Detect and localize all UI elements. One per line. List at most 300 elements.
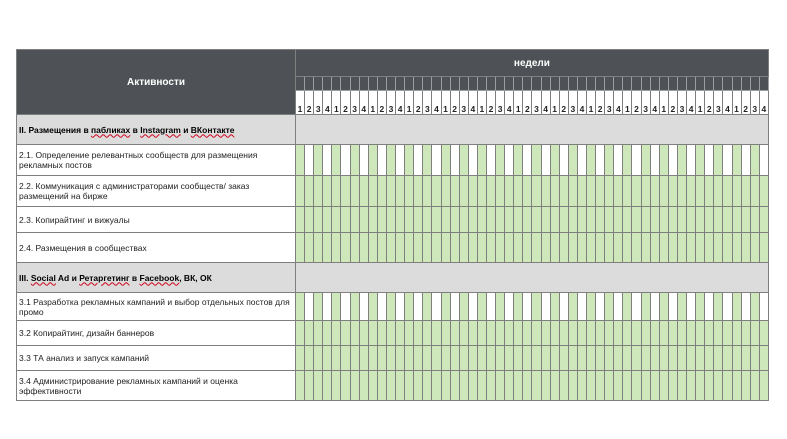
scheduled-week-cell (332, 293, 341, 321)
scheduled-week-cell (641, 321, 650, 346)
scheduled-week-cell (423, 233, 432, 263)
scheduled-week-cell (332, 371, 341, 401)
scheduled-week-cell (441, 346, 450, 371)
scheduled-week-cell (459, 233, 468, 263)
scheduled-week-cell (568, 233, 577, 263)
scheduled-week-cell (623, 321, 632, 346)
week-header-cell (587, 77, 596, 91)
scheduled-week-cell (714, 346, 723, 371)
week-header-cell (450, 77, 459, 91)
scheduled-week-cell (496, 293, 505, 321)
empty-week-cell (432, 293, 441, 321)
scheduled-week-cell (677, 176, 686, 207)
week-number: 1 (441, 91, 450, 115)
scheduled-week-cell (550, 145, 559, 176)
scheduled-week-cell (623, 371, 632, 401)
scheduled-week-cell (496, 371, 505, 401)
scheduled-week-cell (614, 321, 623, 346)
header-row-top (17, 50, 769, 77)
scheduled-week-cell (296, 233, 305, 263)
scheduled-week-cell (732, 207, 741, 233)
empty-week-cell (377, 293, 386, 321)
scheduled-week-cell (459, 321, 468, 346)
empty-week-cell (759, 293, 768, 321)
scheduled-week-cell (687, 346, 696, 371)
week-number: 3 (496, 91, 505, 115)
empty-week-cell (396, 145, 405, 176)
scheduled-week-cell (350, 176, 359, 207)
scheduled-week-cell (377, 346, 386, 371)
week-number: 3 (386, 91, 395, 115)
activity-label: 3.3 ТА анализ и запуск кампаний (17, 346, 296, 371)
scheduled-week-cell (486, 207, 495, 233)
scheduled-week-cell (614, 346, 623, 371)
week-number: 2 (741, 91, 750, 115)
scheduled-week-cell (668, 233, 677, 263)
scheduled-week-cell (587, 293, 596, 321)
week-header-cell (641, 77, 650, 91)
scheduled-week-cell (432, 233, 441, 263)
week-number: 2 (523, 91, 532, 115)
scheduled-week-cell (705, 371, 714, 401)
scheduled-week-cell (314, 145, 323, 176)
scheduled-week-cell (505, 371, 514, 401)
scheduled-week-cell (396, 321, 405, 346)
week-header-cell (368, 77, 377, 91)
scheduled-week-cell (377, 176, 386, 207)
scheduled-week-cell (468, 346, 477, 371)
scheduled-week-cell (623, 207, 632, 233)
scheduled-week-cell (423, 371, 432, 401)
scheduled-week-cell (696, 321, 705, 346)
scheduled-week-cell (568, 346, 577, 371)
scheduled-week-cell (432, 207, 441, 233)
scheduled-week-cell (687, 176, 696, 207)
scheduled-week-cell (596, 233, 605, 263)
scheduled-week-cell (687, 233, 696, 263)
scheduled-week-cell (577, 176, 586, 207)
scheduled-week-cell (405, 293, 414, 321)
scheduled-week-cell (341, 321, 350, 346)
week-number: 3 (314, 91, 323, 115)
scheduled-week-cell (532, 371, 541, 401)
scheduled-week-cell (750, 346, 759, 371)
scheduled-week-cell (477, 371, 486, 401)
scheduled-week-cell (441, 293, 450, 321)
empty-week-cell (414, 293, 423, 321)
scheduled-week-cell (550, 321, 559, 346)
scheduled-week-cell (359, 321, 368, 346)
week-header-cell (741, 77, 750, 91)
empty-week-cell (705, 293, 714, 321)
scheduled-week-cell (359, 233, 368, 263)
week-number: 1 (696, 91, 705, 115)
scheduled-week-cell (577, 233, 586, 263)
week-number: 3 (459, 91, 468, 115)
scheduled-week-cell (514, 293, 523, 321)
week-header-cell (723, 77, 732, 91)
week-number: 4 (541, 91, 550, 115)
empty-week-cell (432, 145, 441, 176)
empty-week-cell (505, 145, 514, 176)
scheduled-week-cell (486, 321, 495, 346)
week-header-cell (323, 77, 332, 91)
scheduled-week-cell (641, 145, 650, 176)
empty-week-cell (414, 145, 423, 176)
week-number: 1 (477, 91, 486, 115)
scheduled-week-cell (759, 346, 768, 371)
scheduled-week-cell (705, 321, 714, 346)
activity-label: 3.2 Копирайтинг, дизайн баннеров (17, 321, 296, 346)
week-header-cell (396, 77, 405, 91)
week-number: 1 (332, 91, 341, 115)
week-header-cell (550, 77, 559, 91)
activity-label: 2.4. Размещения в сообществах (17, 233, 296, 263)
scheduled-week-cell (350, 371, 359, 401)
scheduled-week-cell (741, 207, 750, 233)
scheduled-week-cell (477, 346, 486, 371)
section-title (17, 263, 296, 293)
scheduled-week-cell (368, 293, 377, 321)
scheduled-week-cell (677, 346, 686, 371)
scheduled-week-cell (550, 176, 559, 207)
week-number: 1 (659, 91, 668, 115)
scheduled-week-cell (650, 346, 659, 371)
empty-week-cell (396, 293, 405, 321)
section-title-part: Instagram (140, 124, 181, 135)
activity-row (17, 346, 769, 371)
activity-row (17, 293, 769, 321)
scheduled-week-cell (750, 207, 759, 233)
week-header-cell (541, 77, 550, 91)
week-number: 4 (396, 91, 405, 115)
scheduled-week-cell (305, 176, 314, 207)
week-header-cell (496, 77, 505, 91)
scheduled-week-cell (677, 293, 686, 321)
scheduled-week-cell (614, 207, 623, 233)
empty-week-cell (650, 145, 659, 176)
empty-week-cell (668, 145, 677, 176)
scheduled-week-cell (623, 176, 632, 207)
scheduled-week-cell (405, 207, 414, 233)
week-header-cell (568, 77, 577, 91)
scheduled-week-cell (568, 145, 577, 176)
empty-week-cell (450, 145, 459, 176)
scheduled-week-cell (314, 293, 323, 321)
scheduled-week-cell (396, 233, 405, 263)
activity-row (17, 207, 769, 233)
activity-row (17, 176, 769, 207)
scheduled-week-cell (414, 176, 423, 207)
scheduled-week-cell (641, 207, 650, 233)
scheduled-week-cell (732, 176, 741, 207)
scheduled-week-cell (532, 207, 541, 233)
gantt-chart (16, 49, 769, 401)
scheduled-week-cell (596, 321, 605, 346)
section-title-part: Social (30, 272, 56, 283)
scheduled-week-cell (714, 293, 723, 321)
week-number: 4 (650, 91, 659, 115)
scheduled-week-cell (623, 293, 632, 321)
scheduled-week-cell (732, 233, 741, 263)
scheduled-week-cell (587, 176, 596, 207)
scheduled-week-cell (414, 233, 423, 263)
week-number: 2 (450, 91, 459, 115)
scheduled-week-cell (423, 145, 432, 176)
scheduled-week-cell (377, 207, 386, 233)
scheduled-week-cell (723, 321, 732, 346)
scheduled-week-cell (441, 321, 450, 346)
scheduled-week-cell (396, 371, 405, 401)
scheduled-week-cell (441, 233, 450, 263)
scheduled-week-cell (668, 371, 677, 401)
activities-header: Активности (17, 50, 296, 115)
week-header-cell (459, 77, 468, 91)
week-header-cell (332, 77, 341, 91)
activity-row (17, 371, 769, 401)
week-header-cell (432, 77, 441, 91)
scheduled-week-cell (514, 321, 523, 346)
week-header-cell (414, 77, 423, 91)
scheduled-week-cell (323, 176, 332, 207)
scheduled-week-cell (396, 346, 405, 371)
week-number: 4 (577, 91, 586, 115)
empty-week-cell (596, 293, 605, 321)
week-header-cell (696, 77, 705, 91)
week-header-cell (750, 77, 759, 91)
scheduled-week-cell (386, 176, 395, 207)
week-header-cell (532, 77, 541, 91)
scheduled-week-cell (559, 207, 568, 233)
week-number: 3 (677, 91, 686, 115)
scheduled-week-cell (677, 207, 686, 233)
section-row (17, 115, 769, 145)
scheduled-week-cell (623, 346, 632, 371)
scheduled-week-cell (305, 321, 314, 346)
week-number: 4 (614, 91, 623, 115)
scheduled-week-cell (368, 233, 377, 263)
section-title-part: II. Размещения в (19, 124, 92, 135)
week-number: 3 (605, 91, 614, 115)
scheduled-week-cell (377, 233, 386, 263)
empty-week-cell (723, 293, 732, 321)
scheduled-week-cell (732, 346, 741, 371)
scheduled-week-cell (350, 321, 359, 346)
scheduled-week-cell (505, 346, 514, 371)
scheduled-week-cell (714, 371, 723, 401)
scheduled-week-cell (714, 233, 723, 263)
scheduled-week-cell (296, 207, 305, 233)
empty-week-cell (614, 145, 623, 176)
scheduled-week-cell (305, 233, 314, 263)
scheduled-week-cell (341, 233, 350, 263)
scheduled-week-cell (568, 207, 577, 233)
scheduled-week-cell (432, 321, 441, 346)
scheduled-week-cell (659, 293, 668, 321)
week-number: 2 (596, 91, 605, 115)
activity-row (17, 321, 769, 346)
week-number: 2 (668, 91, 677, 115)
scheduled-week-cell (514, 176, 523, 207)
week-number: 2 (705, 91, 714, 115)
activity-label: 3.1 Разработка рекламных кампаний и выбор отдельных постов для промо (17, 293, 296, 321)
week-number: 3 (750, 91, 759, 115)
empty-week-cell (759, 145, 768, 176)
week-number: 1 (368, 91, 377, 115)
scheduled-week-cell (296, 145, 305, 176)
scheduled-week-cell (414, 321, 423, 346)
empty-week-cell (305, 293, 314, 321)
scheduled-week-cell (750, 293, 759, 321)
scheduled-week-cell (368, 371, 377, 401)
scheduled-week-cell (441, 371, 450, 401)
week-header-cell (650, 77, 659, 91)
scheduled-week-cell (514, 346, 523, 371)
empty-week-cell (577, 293, 586, 321)
scheduled-week-cell (405, 346, 414, 371)
scheduled-week-cell (314, 176, 323, 207)
scheduled-week-cell (705, 207, 714, 233)
scheduled-week-cell (714, 321, 723, 346)
scheduled-week-cell (614, 371, 623, 401)
scheduled-week-cell (559, 233, 568, 263)
scheduled-week-cell (523, 371, 532, 401)
scheduled-week-cell (532, 176, 541, 207)
week-header-cell (505, 77, 514, 91)
scheduled-week-cell (605, 233, 614, 263)
scheduled-week-cell (641, 371, 650, 401)
section-title-part: пабликах (91, 124, 131, 135)
scheduled-week-cell (723, 233, 732, 263)
scheduled-week-cell (559, 176, 568, 207)
scheduled-week-cell (441, 176, 450, 207)
empty-week-cell (505, 293, 514, 321)
scheduled-week-cell (532, 145, 541, 176)
week-header-cell (514, 77, 523, 91)
scheduled-week-cell (486, 176, 495, 207)
scheduled-week-cell (477, 233, 486, 263)
empty-week-cell (559, 145, 568, 176)
scheduled-week-cell (314, 321, 323, 346)
scheduled-week-cell (750, 321, 759, 346)
scheduled-week-cell (468, 321, 477, 346)
empty-week-cell (468, 145, 477, 176)
week-number: 4 (468, 91, 477, 115)
scheduled-week-cell (687, 207, 696, 233)
scheduled-week-cell (396, 176, 405, 207)
scheduled-week-cell (432, 176, 441, 207)
scheduled-week-cell (359, 176, 368, 207)
week-number: 1 (550, 91, 559, 115)
scheduled-week-cell (359, 346, 368, 371)
empty-week-cell (359, 293, 368, 321)
week-header-cell (705, 77, 714, 91)
week-header-cell (714, 77, 723, 91)
scheduled-week-cell (714, 145, 723, 176)
scheduled-week-cell (296, 293, 305, 321)
scheduled-week-cell (368, 207, 377, 233)
week-number: 3 (641, 91, 650, 115)
scheduled-week-cell (741, 346, 750, 371)
empty-week-cell (650, 293, 659, 321)
week-number: 3 (568, 91, 577, 115)
scheduled-week-cell (459, 176, 468, 207)
scheduled-week-cell (468, 371, 477, 401)
week-header-cell (477, 77, 486, 91)
week-header-cell (314, 77, 323, 91)
week-number: 3 (423, 91, 432, 115)
scheduled-week-cell (623, 145, 632, 176)
empty-week-cell (668, 293, 677, 321)
scheduled-week-cell (359, 207, 368, 233)
scheduled-week-cell (386, 321, 395, 346)
empty-week-cell (559, 293, 568, 321)
scheduled-week-cell (705, 346, 714, 371)
activity-label: 2.1. Определение релевантных сообществ для размещения рекламных постов (17, 145, 296, 176)
scheduled-week-cell (523, 321, 532, 346)
scheduled-week-cell (568, 176, 577, 207)
scheduled-week-cell (459, 371, 468, 401)
scheduled-week-cell (687, 371, 696, 401)
week-number: 3 (350, 91, 359, 115)
activity-label: 2.2. Коммуникация с администраторами сообществ/ заказ размещений на бирже (17, 176, 296, 207)
scheduled-week-cell (486, 233, 495, 263)
week-number: 4 (359, 91, 368, 115)
scheduled-week-cell (750, 145, 759, 176)
empty-week-cell (596, 145, 605, 176)
scheduled-week-cell (450, 371, 459, 401)
scheduled-week-cell (614, 233, 623, 263)
empty-week-cell (523, 293, 532, 321)
scheduled-week-cell (532, 321, 541, 346)
week-number: 4 (723, 91, 732, 115)
week-header-cell (423, 77, 432, 91)
scheduled-week-cell (596, 346, 605, 371)
scheduled-week-cell (632, 233, 641, 263)
scheduled-week-cell (650, 321, 659, 346)
scheduled-week-cell (714, 207, 723, 233)
scheduled-week-cell (632, 346, 641, 371)
activity-row (17, 145, 769, 176)
week-number: 1 (623, 91, 632, 115)
scheduled-week-cell (323, 207, 332, 233)
scheduled-week-cell (632, 371, 641, 401)
scheduled-week-cell (705, 233, 714, 263)
section-title-part: III. (19, 272, 31, 283)
empty-week-cell (323, 145, 332, 176)
empty-week-cell (341, 293, 350, 321)
scheduled-week-cell (650, 176, 659, 207)
empty-week-cell (305, 145, 314, 176)
scheduled-week-cell (414, 207, 423, 233)
scheduled-week-cell (732, 293, 741, 321)
scheduled-week-cell (550, 233, 559, 263)
week-header-cell (559, 77, 568, 91)
week-header-cell (386, 77, 395, 91)
week-header-cell (523, 77, 532, 91)
scheduled-week-cell (732, 321, 741, 346)
week-header-cell (359, 77, 368, 91)
empty-week-cell (741, 145, 750, 176)
scheduled-week-cell (568, 371, 577, 401)
empty-week-cell (614, 293, 623, 321)
scheduled-week-cell (368, 321, 377, 346)
scheduled-week-cell (332, 346, 341, 371)
scheduled-week-cell (632, 321, 641, 346)
scheduled-week-cell (459, 346, 468, 371)
scheduled-week-cell (468, 233, 477, 263)
scheduled-week-cell (696, 145, 705, 176)
